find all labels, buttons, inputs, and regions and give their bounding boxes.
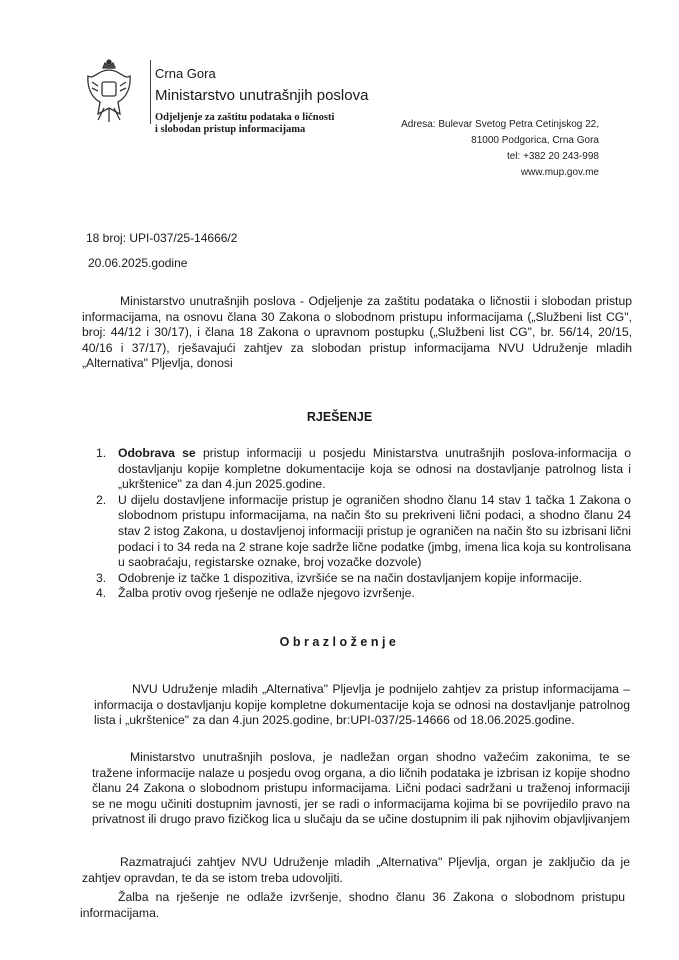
reasoning-paragraph (94, 682, 630, 729)
coat-of-arms-icon (84, 58, 134, 124)
list-item (96, 586, 631, 602)
paragraph-text: Žalba na rješenje ne odlaže izvršenje, shodno članu 36 Zakona o slobodnom pristupu informacijama. (80, 890, 625, 920)
item-text (118, 446, 631, 493)
item-number: 1. (96, 446, 107, 460)
department-name (155, 112, 334, 136)
item-text: U dijelu dostavljene informacije pristup je ograničen shodno članu 14 stav 1 tačka 1 Zakona o slobodnom pristupu informacijama, na način što su prekriveni lični podaci, a shodno članu 24 stav 2 istog Zakona, u dostavljenoj informaciji pristup je ograničen na način što su izbrisani lični podaci i to 34 reda na 2 strane koje sadrže lične podatke (jmbg, imena lica koja su kontrolisana u saobraćaju, registarske oznake, broj vozačke dozvole) (118, 492, 631, 570)
reasoning-title: Obrazloženje (279, 635, 400, 649)
list-item (96, 446, 631, 493)
list-item (96, 571, 631, 587)
reasoning-paragraph (82, 855, 630, 886)
item-body: pristup informaciji u posjedu Ministarstva unutrašnjih poslova-informacija o dostavljanju kopije kompletne dokumentacije koja se odnosi na dostavljanje patrolnog lista i „ukrštenice" za dan 4.jun 2025.godine. (118, 446, 631, 492)
item-number: 3. (96, 570, 107, 585)
phone: tel: +382 20 243-998 (506, 151, 599, 162)
department-line: Odjeljenje za zaštitu podataka o ličnosti (155, 112, 335, 123)
paragraph-text: Razmatrajući zahtjev NVU Udruženje mladih „Alternativa" Pljevlja, organ je zaključio da je zahtjev opravdan, te da se istom treba udovoljiti. (82, 855, 630, 885)
paragraph-text: Ministarstvo unutrašnjih poslova, je nadležan organ shodno važećim zakonima, te se tražene informacije nalaze u posjedu ovog organa, a dio ličnih podataka je izbrisan iz kopije shodno članu 24 Zakona o slobodnom pristupu informacijama. Lični podaci sadržani u traženoj informaciji se ne mogu učiniti dostupnim javnosti, jer se radi o informacijama kojima bi se povrijedilo pravo na privatnost ili drugo pravo fizičkog lica u slučaju da se učine dostupnim ili pak njihovim objavljivanjem (92, 750, 630, 827)
contact-block (401, 117, 599, 181)
ministry-name: Ministarstvo unutrašnjih poslova (155, 87, 369, 104)
decision-list (96, 446, 631, 602)
reasoning-paragraph (80, 890, 625, 921)
department-line: i slobodan pristup informacijama (155, 124, 306, 135)
website: www.mup.gov.me (520, 167, 599, 178)
address-line: 81000 Podgorica, Crna Gora (471, 135, 599, 146)
reasoning-paragraph (92, 750, 630, 828)
paragraph-text: NVU Udruženje mladih „Alternativa" Pljevlja je podnijelo zahtjev za pristup informacijama – informacija o dostavljanju kopije kompletne dokumentacije koja se odnosi na dostavljanje patrolnog lista i „ukrštenice" za dan 4.jun 2025.godine, br:UPI-037/25-14666 od 18.06.2025.godine. (94, 682, 630, 728)
item-text: Žalba protiv ovog rješenje ne odlaže njegovo izvršenje. (118, 586, 415, 601)
item-text: Odobrenje iz tačke 1 dispozitiva, izvršiće se na način dostavljanjem kopije informacije. (118, 570, 583, 585)
document-date: 20.06.2025.godine (88, 256, 188, 270)
item-number: 2. (96, 492, 107, 507)
list-item (96, 493, 631, 571)
address-line: Adresa: Bulevar Svetog Petra Cetinjskog 22, (401, 119, 599, 130)
intro-text: Ministarstvo unutrašnjih poslova - Odjeljenje za zaštitu podataka o ličnostii i slobodan pristup informacijama, na osnovu člana 30 Zakona o slobodnom pristupu informacijama („Službeni list CG", broj: 44/12 i 30/17), i člana 18 Zakona o upravnom postupku („Službeni list CG", br. 56/14, 20/15, 40/16 i 37/17), rješavajući zahtjev za slobodan pristup informacijama NVU Udruženje mladih „Alternativa" Pljevlja, donosi (82, 294, 632, 371)
intro-paragraph (82, 294, 632, 372)
decision-title: RJEŠENJE (306, 410, 373, 424)
item-bold: Odobrava se (118, 446, 196, 460)
country-name: Crna Gora (155, 66, 216, 81)
item-number: 4. (96, 586, 107, 601)
reference-number: 18 broj: UPI-037/25-14666/2 (86, 231, 238, 245)
header-divider (150, 60, 151, 124)
